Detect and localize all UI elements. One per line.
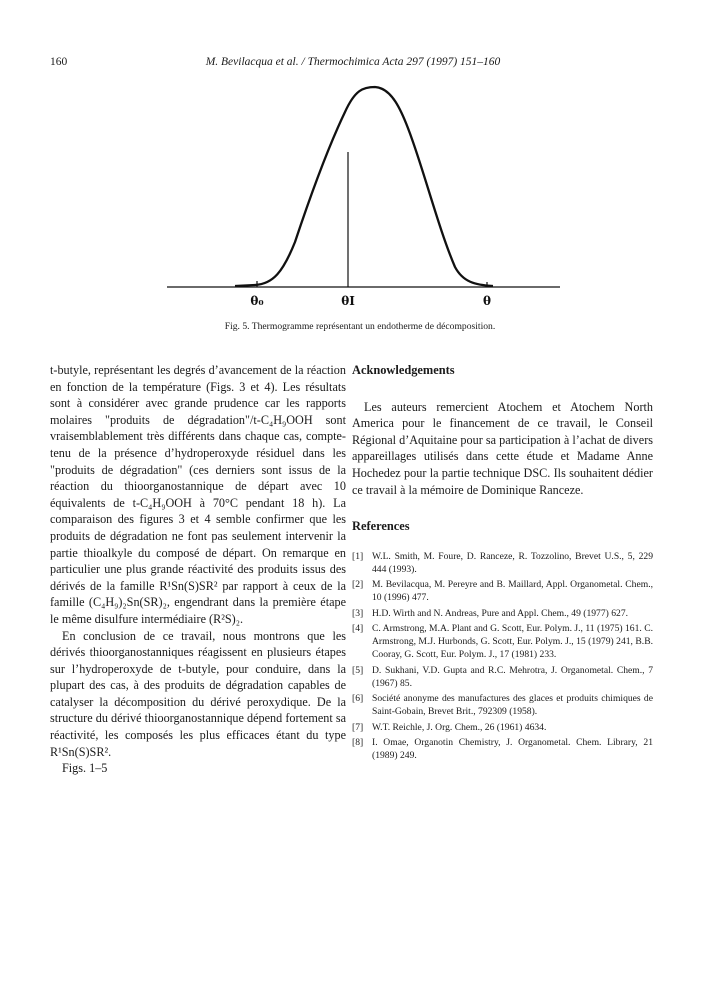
reference-text: H.D. Wirth and N. Andreas, Pure and Appl. Chem., 49 (1977) 627. <box>372 607 629 619</box>
left-column <box>50 362 346 777</box>
running-head: M. Bevilacqua et al. / Thermochimica Acta 297 (1997) 151–160 <box>205 56 501 68</box>
label-thetaI: θI <box>341 294 355 308</box>
reference-item <box>352 578 653 604</box>
reference-item <box>352 607 653 620</box>
reference-number: [4] <box>352 623 364 635</box>
thermogram-plot <box>155 82 575 312</box>
label-theta: θ <box>482 294 492 308</box>
reference-number: [6] <box>352 693 364 705</box>
reference-number: [8] <box>352 737 364 749</box>
acknowledgements-text: Les auteurs remercient Atochem et Atochem North America pour le financement de ce travail, le Conseil Régional d’Aquitaine pour sa participation à l’achat de divers appareillages utilisés dans cette étude et Madame Anne Hochedez pour la partie technique DSC. Ils souhaitent dédier ce travail à la mémoire de Dominique Ranceze. <box>352 399 653 497</box>
reference-text: M. Bevilacqua, M. Pereyre and B. Maillard, Appl. Organometal. Chem., 10 (1996) 477. <box>372 579 653 604</box>
reference-text: W.T. Reichle, J. Org. Chem., 26 (1961) 4634. <box>372 721 547 733</box>
reference-list <box>352 550 653 763</box>
figure-5 <box>155 82 575 312</box>
body-paragraph-2: En conclusion de ce travail, nous montrons que les dérivés thioorganostanniques réagissent en plusieurs étapes sur l’hydroperoxyde de t-butyle, pour conduire, dans la plupart des cas, à des produits de dégradation capables de catalyser la décomposition du dérivé peroxydique. De la structure du dérivé thioorganostannique dépend fortement sa réactivité, les composés les plus efficaces étant du type R¹Sn(S)SR². <box>50 628 346 759</box>
body-paragraph-3: Figs. 1–5 <box>62 761 108 776</box>
body-paragraph-1: t-butyle, représentant les degrés d’avancement de la réaction en fonction de la température (Figs. 3 et 4). Les résultats sont à considérer avec grande prudence car les rapports molaires "produits de dégradation"/t-C₄H₉OOH sont vraisemblablement très différents dans chaque cas, compte-tenu de la présence d’hydroperoxyde résiduel dans les "produits de dégradation" (ces derniers sont issus de la réaction du thioorganostannique de départ avec 10 équivalents de t-C₄H₉OOH à 70°C pendant 18 h). La comparaison des figures 3 et 4 semble confirmer que les produits de dégradation ne font pas seulement intervenir la partie thioalkyle du composé de départ. On remarque en particulier une plus grande réactivité des produits issus des dérivés de la famille R¹Sn(S)SR² par rapport à ceux de la famille (C₄H₉)₂Sn(SR)₂, engendrant dans la première étape le même disulfure intermédiaire (R²S)₂. <box>50 363 346 626</box>
reference-text: I. Omae, Organotin Chemistry, J. Organometal. Chem. Library, 21 (1989) 249. <box>372 737 653 762</box>
reference-item <box>352 550 653 576</box>
figure-caption: Fig. 5. Thermogramme représentant un endotherme de décomposition. <box>224 321 496 332</box>
running-header <box>50 56 656 74</box>
acknowledgements-heading: Acknowledgements <box>352 363 455 377</box>
references-heading: References <box>352 519 410 534</box>
reference-item <box>352 692 653 718</box>
right-column <box>352 362 653 765</box>
reference-text: Société anonyme des manufactures des glaces et produits chimiques de Saint-Gobain, Brevet Brit., 792309 (1958). <box>372 693 653 718</box>
reference-number: [1] <box>352 550 364 562</box>
reference-number: [7] <box>352 721 364 733</box>
reference-number: [5] <box>352 664 364 676</box>
endotherm-curve <box>235 87 493 286</box>
reference-number: [3] <box>352 607 364 619</box>
reference-text: C. Armstrong, M.A. Plant and G. Scott, Eur. Polym. J., 11 (1975) 161. C. Armstrong, M.J. Hurbonds, G. Scott, Eur. Polym. J., 15 (1979) 241, B.B. Cooray, G. Scott, Eur. Polym. J., 17 (1981) 233. <box>372 623 653 661</box>
label-theta0: θ₀ <box>250 294 264 308</box>
reference-number: [2] <box>352 579 364 591</box>
page-number: 160 <box>50 56 68 68</box>
reference-item <box>352 622 653 661</box>
reference-text: W.L. Smith, M. Foure, D. Ranceze, R. Tozzolino, Brevet U.S., 5, 229 444 (1993). <box>372 550 653 575</box>
reference-item <box>352 721 653 734</box>
reference-item <box>352 736 653 762</box>
reference-text: D. Sukhani, V.D. Gupta and R.C. Mehrotra, J. Organometal. Chem., 7 (1967) 85. <box>372 664 653 689</box>
reference-item <box>352 664 653 690</box>
